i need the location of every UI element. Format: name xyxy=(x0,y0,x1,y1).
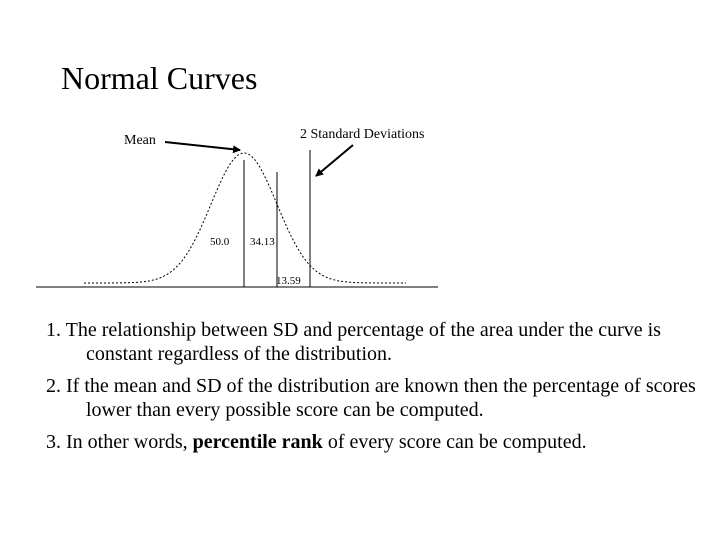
sd-arrow xyxy=(316,145,353,176)
point-number: 3. xyxy=(46,431,61,453)
bell-curve xyxy=(84,153,406,283)
point-number: 1. xyxy=(46,319,61,341)
sd-label: 2 Standard Deviations xyxy=(300,127,425,142)
first-sd-value: 34.13 xyxy=(250,236,275,248)
point-3 xyxy=(46,430,706,454)
second-sd-value: 13.59 xyxy=(276,275,301,287)
percentile-rank-term: percentile rank xyxy=(192,431,323,453)
point-1 xyxy=(46,318,706,366)
slide-title: Normal Curves xyxy=(61,60,258,96)
key-points xyxy=(46,318,706,462)
point-text: The relationship between SD and percentage of the area under the curve is constant regardless of the distribution. xyxy=(65,319,661,365)
mean-arrow xyxy=(165,142,240,150)
point-text: In other words, xyxy=(66,431,188,453)
left-half-value: 50.0 xyxy=(210,236,230,248)
point-number: 2. xyxy=(46,375,61,397)
point-text: of every score can be computed. xyxy=(327,431,587,453)
point-2 xyxy=(46,374,706,422)
point-text: If the mean and SD of the distribution are known then the percentage of scores lower than every possible score can be computed. xyxy=(66,375,696,421)
mean-label: Mean xyxy=(124,133,156,148)
